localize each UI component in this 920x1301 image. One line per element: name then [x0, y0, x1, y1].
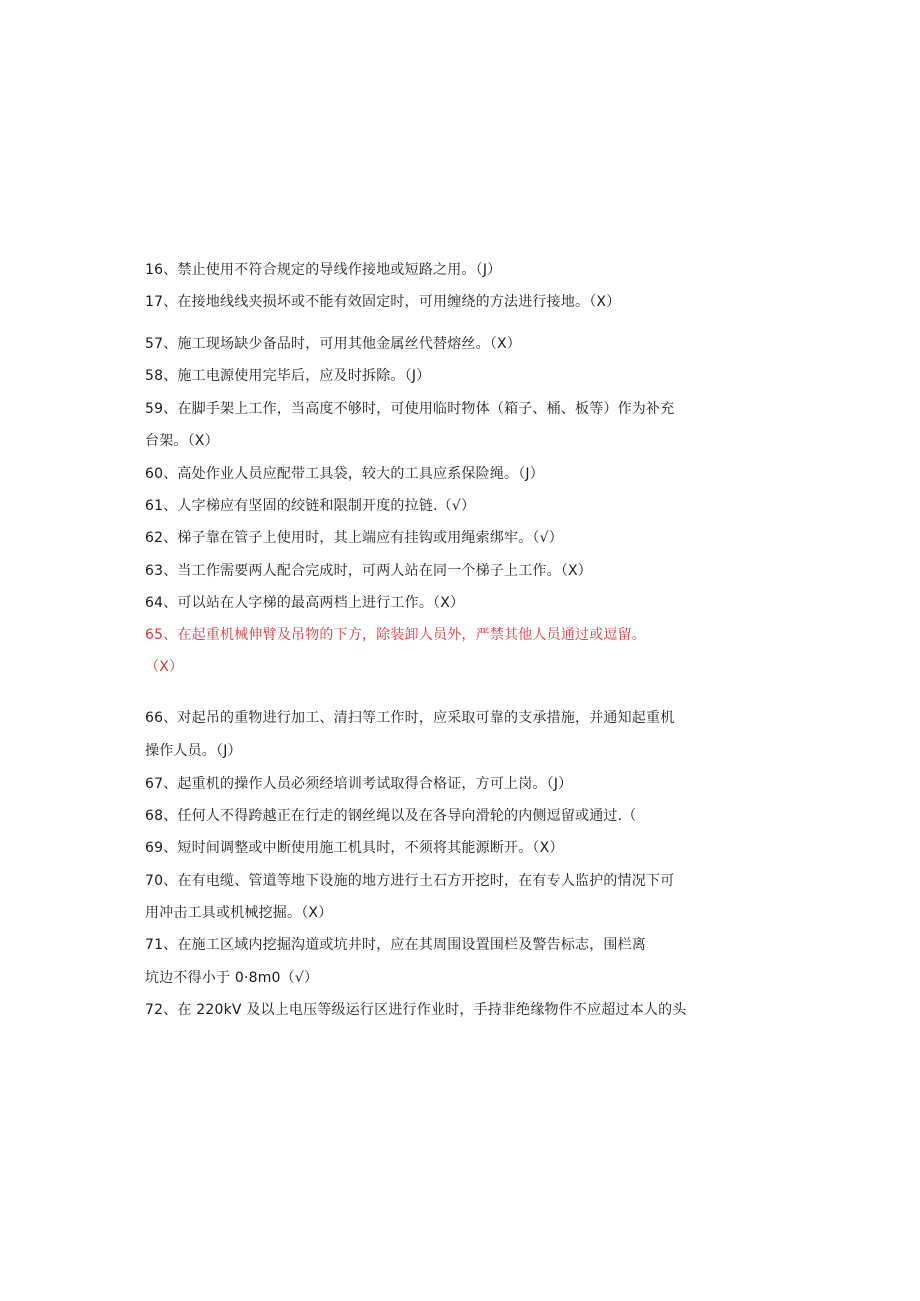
question-64: 64、可以站在人字梯的最高两档上进行工作。（X）: [145, 595, 465, 611]
question-60: 60、高处作业人员应配带工具袋，较大的工具应系保险绳。（J）: [145, 466, 544, 482]
question-58: 58、施工电源使用完毕后，应及时拆除。（J）: [145, 368, 431, 384]
question-59-continued: 台架。（X）: [145, 433, 219, 449]
question-62: 62、梯子靠在管子上使用时，其上端应有挂钩或用绳索绑牢。（√）: [145, 530, 563, 546]
question-63: 63、当工作需要两人配合完成时，可两人站在同一个梯子上工作。（X）: [145, 563, 593, 579]
question-69: 69、短时间调整或中断使用施工机具时，不须将其能源断开。（X）: [145, 840, 564, 856]
question-16: 16、禁止使用不符合规定的导线作接地或短路之用。（J）: [145, 262, 502, 278]
question-72: 72、在 220kV 及以上电压等级运行区进行作业时，手持非绝缘物件不应超过本人的头: [145, 1002, 687, 1018]
question-65-highlighted: 65、在起重机械伸臂及吊物的下方，除装卸人员外，严禁其他人员通过或逗留。: [145, 627, 647, 643]
question-17: 17、在接地线线夹损坏或不能有效固定时，可用缠绕的方法进行接地。（X）: [145, 294, 621, 310]
question-71: 71、在施工区域内挖掘沟道或坑井时，应在其周围设置围栏及警告标志，围栏离: [145, 937, 647, 953]
question-59: 59、在脚手架上工作，当高度不够时，可使用临时物体（箱子、桶、板等）作为补充: [145, 401, 675, 417]
question-66: 66、对起吊的重物进行加工、清扫等工作时，应采取可靠的支承措施，并通知起重机: [145, 710, 675, 726]
question-57: 57、施工现场缺少备品时，可用其他金属丝代替熔丝。（X）: [145, 336, 522, 352]
question-70-continued: 用冲击工具或机械挖掘。（X）: [145, 905, 333, 921]
question-65-answer-highlighted: （X）: [145, 659, 184, 675]
question-68: 68、任何人不得跨越正在行走的钢丝绳以及在各导向滑轮的内侧逗留或通过.（: [145, 808, 637, 824]
question-61: 61、人字梯应有坚固的绞链和限制开度的拉链.（√）: [145, 498, 476, 514]
question-67: 67、起重机的操作人员必须经培训考试取得合格证，方可上岗。（J）: [145, 776, 573, 792]
question-71-continued: 坑边不得小于 0·8m0（√）: [145, 970, 319, 986]
question-70: 70、在有电缆、管道等地下设施的地方进行土石方开挖时，在有专人监护的情况下可: [145, 873, 675, 889]
question-66-continued: 操作人员。（J）: [145, 743, 242, 759]
